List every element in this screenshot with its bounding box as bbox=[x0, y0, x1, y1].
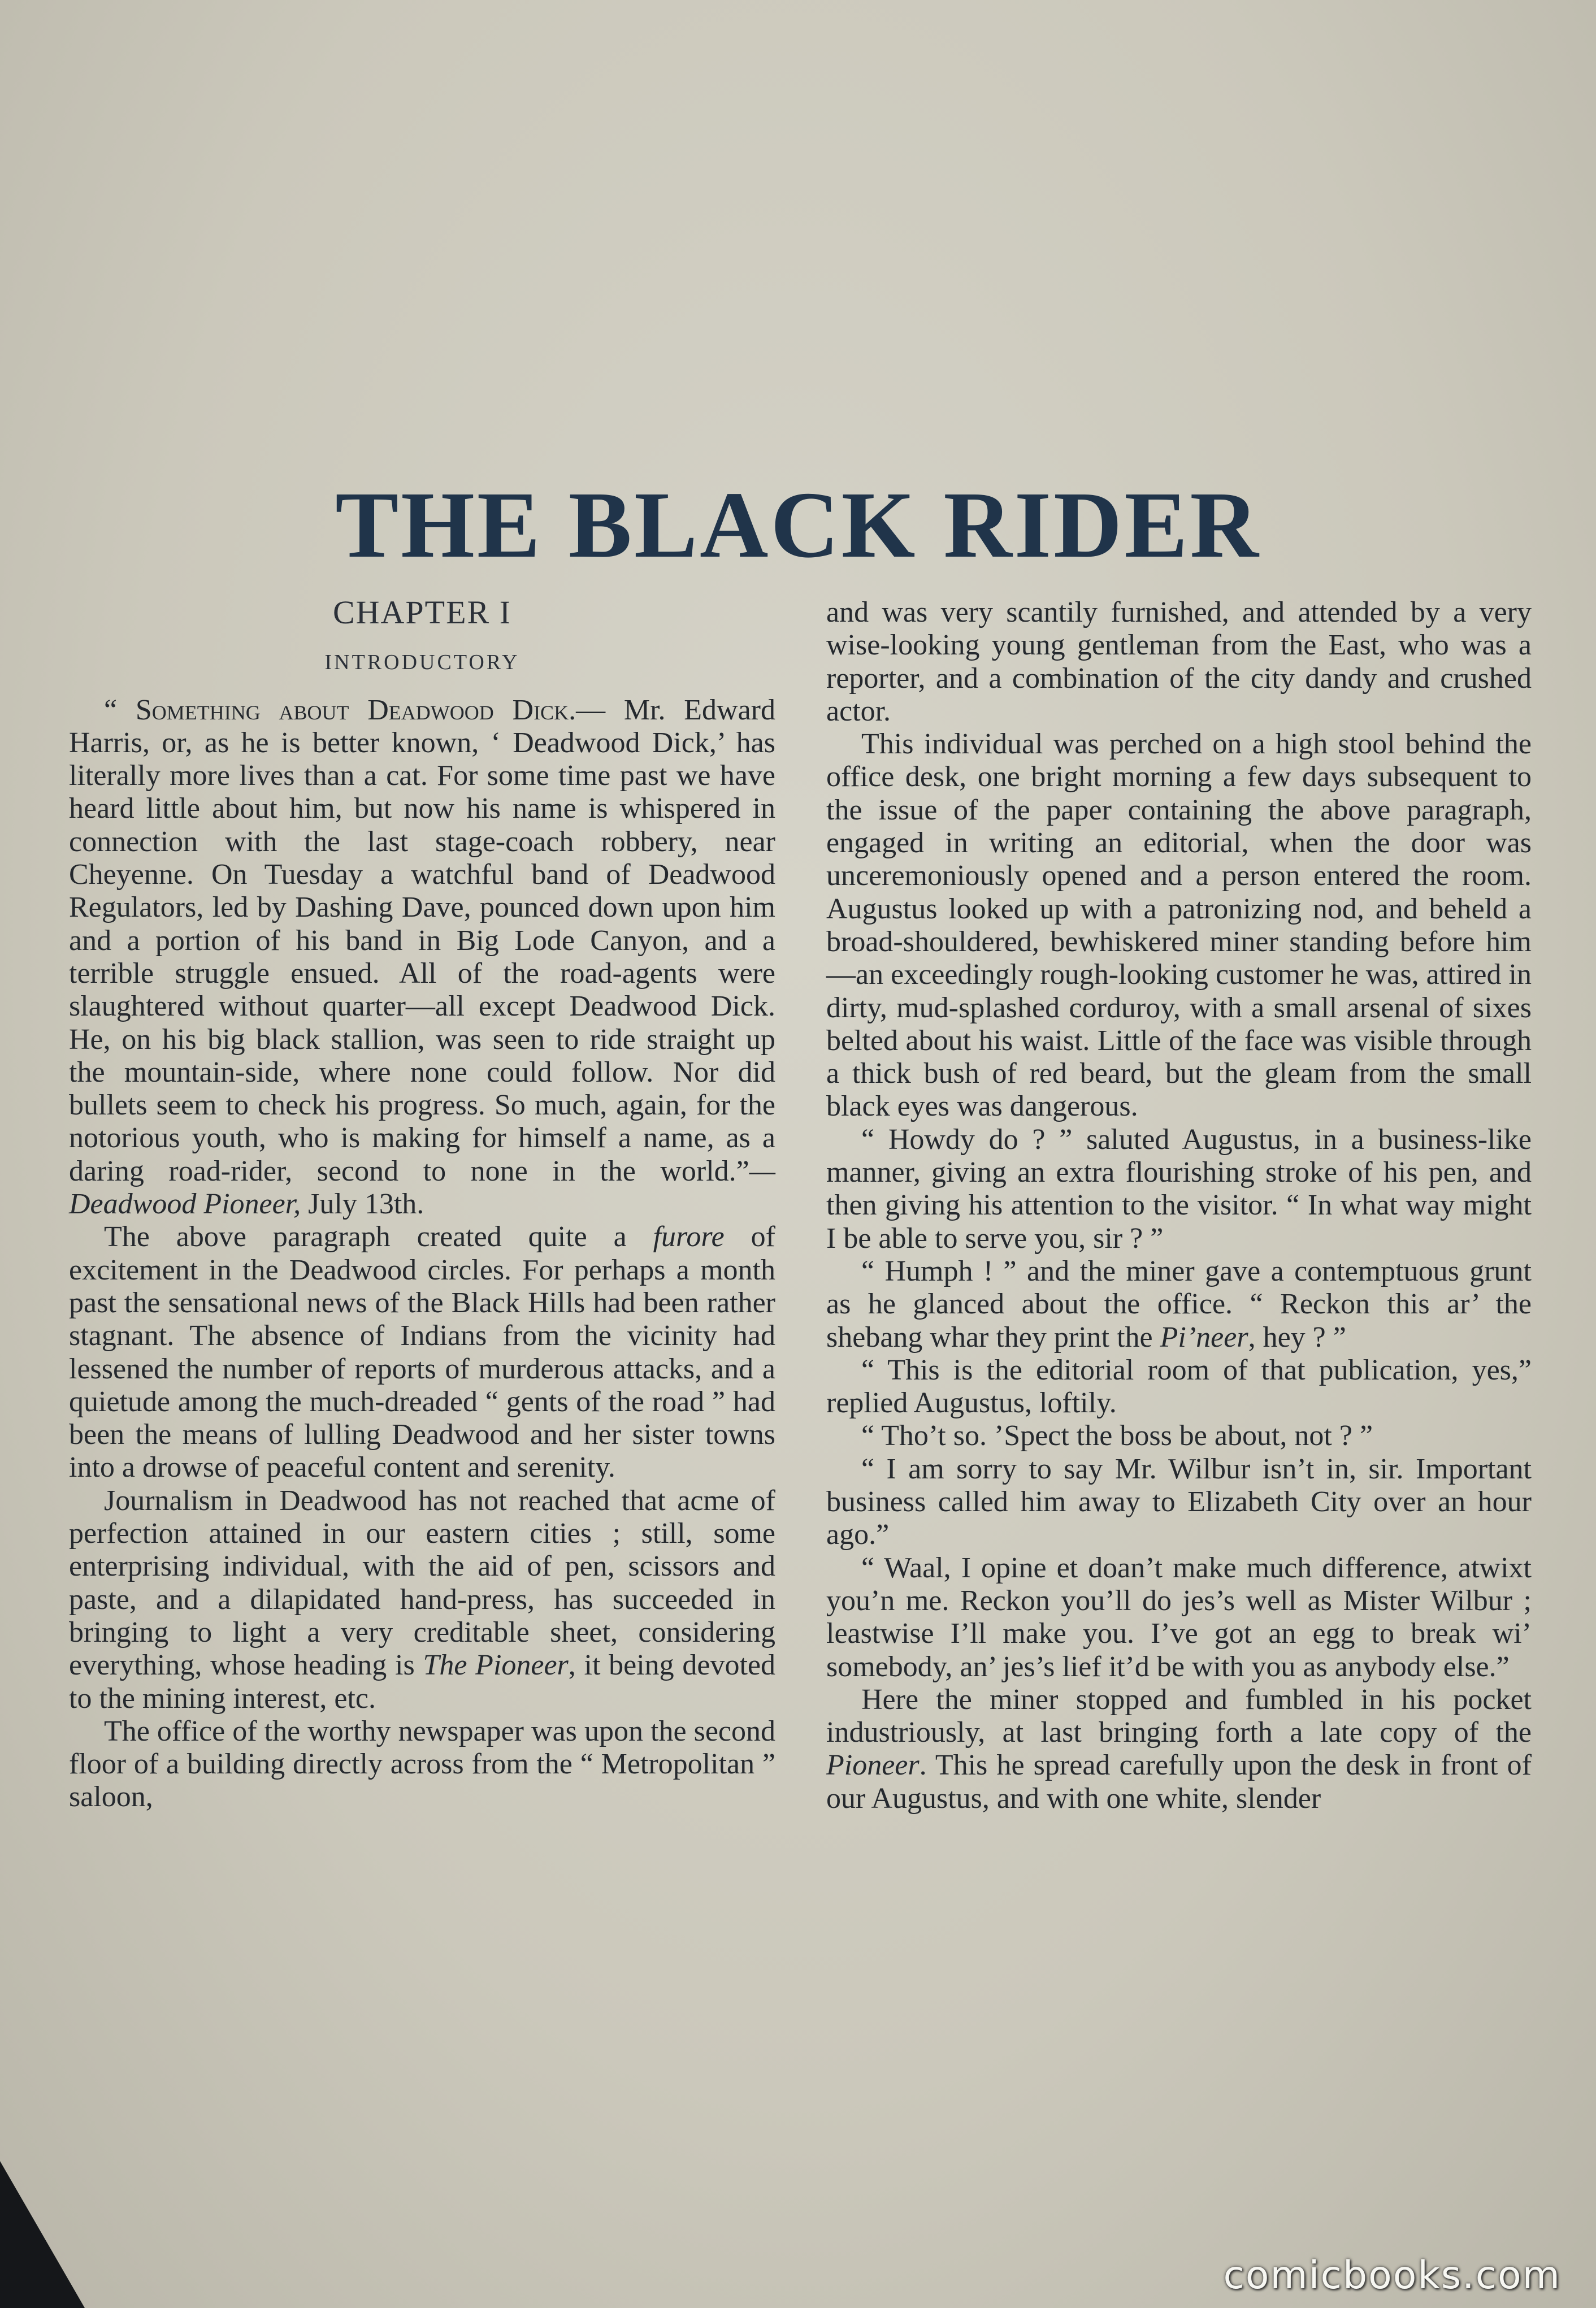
paragraph-journalism bbox=[69, 1485, 775, 1715]
paragraph-text: Here the miner stopped and fumbled in his pocket industriously, at last bringing forth a late copy of the bbox=[826, 1683, 1532, 1749]
story-title: THE BLACK RIDER bbox=[335, 472, 1261, 578]
paragraph-emphasis: Pi’neer bbox=[1160, 1321, 1248, 1353]
paragraph-individual: This individual was perched on a high stool behind the office desk, one bright morning a few days subsequent to the issue of the paper containing the above paragraph, engaged in writing an editorial, when the door was unceremoniously opened and a person entered the room. Augustus looked up with a patronizing nod, and beheld a broad-shouldered, bewhiskered miner standing before him—an exceedingly rough-looking customer he was, attired in dirty, mud-splashed corduroy, with a small arsenal of sixes belted about his waist. Little of the face was visible through a thick bush of red beard, but the gleam from the small black eyes was dangerous. bbox=[826, 728, 1532, 1123]
right-column bbox=[826, 596, 1532, 1815]
clipping-lead: “ Something about Deadwood Dick. bbox=[104, 693, 576, 726]
paragraph-wilbur: “ I am sorry to say Mr. Wilbur isn’t in, sir. Important business called him away to Elizabeth City over an hour ago.” bbox=[826, 1452, 1532, 1551]
chapter-heading: CHAPTER I bbox=[332, 594, 512, 631]
paragraph-text: Journalism in Deadwood has not reached that acme of perfection attained in our eastern cities ; still, some enterprising individual, with the aid of pen, scissors and paste, and a dilapidated hand-press, has succeeded in bringing to light a very creditable sheet, considering everything, whose heading is bbox=[69, 1484, 775, 1682]
left-column bbox=[69, 596, 775, 1814]
paragraph-text: . This he spread carefully upon the desk in front of our Augustus, and with one white, slender bbox=[826, 1749, 1532, 1815]
paragraph-text: , it being devoted to the mining interest, etc. bbox=[69, 1649, 776, 1715]
paragraph-editorial-room: “ This is the editorial room of that publication, yes,” replied Augustus, loftily. bbox=[826, 1353, 1532, 1420]
paragraph-howdy: “ Howdy do ? ” saluted Augustus, in a business-like manner, giving an extra flourishing stroke of his pen, and then giving his attention to the visitor. “ In what way might I be able to serve you, sir ? ” bbox=[826, 1123, 1532, 1255]
clipping-date: July 13th. bbox=[301, 1188, 424, 1221]
paragraph-emphasis: Pioneer bbox=[826, 1749, 920, 1782]
paragraph-text: , hey ? ” bbox=[1248, 1321, 1346, 1353]
paragraph-furore bbox=[69, 1221, 775, 1484]
paragraph-office: The office of the worthy newspaper was upon the second floor of a building directly across from the “ Metropolitan ” saloon, bbox=[69, 1715, 775, 1814]
paragraph-text: “ Humph ! ” and the miner gave a contemptuous grunt as he glanced about the office. “ Reckon this ar’ the shebang whar they print the bbox=[826, 1255, 1532, 1353]
paragraph-continuation: and was very scantily furnished, and attended by a very wise-looking young gentleman from the East, who was a reporter, and a combination of the city dandy and crushed actor. bbox=[826, 596, 1532, 727]
chapter-subheading: INTRODUCTORY bbox=[324, 650, 520, 675]
paragraph-text: The above paragraph created quite a bbox=[104, 1221, 653, 1253]
paragraph-pioneer-copy bbox=[826, 1684, 1532, 1815]
paragraph-text: of excitement in the Deadwood circles. For perhaps a month past the sensational news of the Black Hills had been rather stagnant. The absence of Indians from the vicinity had lessened the number of reports of murderous attacks, and a quietude among the much-dreaded “ gents of the road ” had been the means of lulling Deadwood and her sister towns into a drowse of peaceful content and serenity. bbox=[69, 1221, 775, 1484]
clipping-body: — Mr. Edward Harris, or, as he is better known, ‘ Deadwood Dick,’ has literally more lives than a cat. For some time past we have heard little about him, but now his name is whispered in connection with the last stage-coach robbery, near Cheyenne. On Tuesday a watchful band of Deadwood Regulators, led by Dashing Dave, pounced down upon him and a portion of his band in Big Lode Canyon, and a terrible struggle ensued. All of the road-agents were slaughtered without quarter—all except Deadwood Dick. He, on his big black stallion, was seen to ride straight up the mountain-side, where none could follow. Nor did bullets seem to check his progress. So much, again, for the notorious youth, who is making for himself a name, as a daring road-rider, second to none in the world.” bbox=[69, 693, 775, 1187]
paragraph-news-clipping bbox=[69, 694, 775, 1221]
paragraph-humph bbox=[826, 1255, 1532, 1354]
paragraph-waal: “ Waal, I opine et doan’t make much difference, atwixt you’n me. Reckon you’ll do jes’s well as Mister Wilbur ; leastwise I’ll make you. I’ve got an egg to break wi’ somebody, an’ jes’s lief it’d be with you as anybody else.” bbox=[826, 1551, 1532, 1683]
clipping-source: —Deadwood Pioneer, bbox=[69, 1155, 775, 1221]
paragraph-thot-so: “ Tho’t so. ’Spect the boss be about, not ? ” bbox=[861, 1420, 1373, 1452]
paragraph-emphasis: The Pioneer bbox=[423, 1649, 569, 1682]
page-corner-shadow bbox=[0, 2161, 85, 2308]
site-watermark: comicbooks.com bbox=[1223, 2253, 1561, 2298]
paragraph-emphasis: furore bbox=[653, 1221, 725, 1253]
